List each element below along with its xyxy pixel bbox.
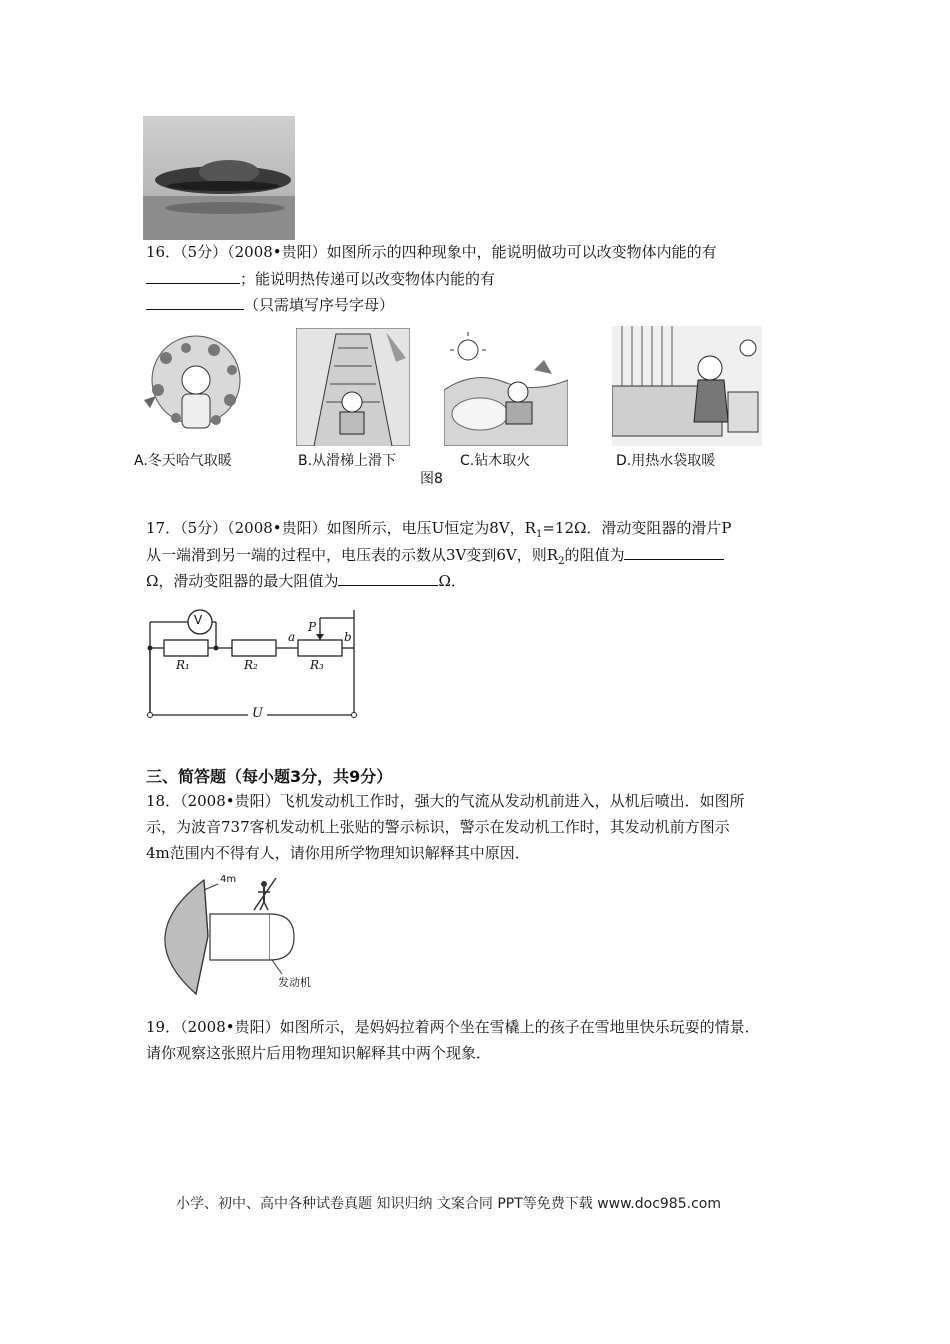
q17-line1-a: 17．（5分）（2008•贵阳）如图所示，电压U恒定为8V，R [146, 519, 536, 537]
picture-c-drill-fire [444, 330, 568, 446]
q17-line3-b: Ω． [438, 572, 466, 590]
q17-line3-a: Ω，滑动变阻器的最大阻值为 [146, 572, 339, 590]
q17-line1-sub: 1 [535, 529, 543, 540]
voltmeter-label: V [194, 613, 203, 627]
q16-figure [128, 326, 788, 486]
q17-line2-b: 的阻值为 [564, 546, 625, 564]
terminal-b-label: b [344, 630, 352, 644]
r2-label: R₂ [244, 658, 258, 672]
aircraft-photo [143, 116, 295, 240]
q16-blank-work[interactable] [146, 267, 240, 284]
picture-a-breath-warming [136, 330, 258, 446]
q17-line1-b: =12Ω．滑动变阻器的滑片P [542, 519, 732, 537]
caption-b: B.从滑梯上滑下 [298, 453, 397, 469]
slider-p-label: P [308, 620, 317, 634]
section-3-title: 三、简答题（每小题3分，共9分） [146, 767, 393, 786]
footer-text: 小学、初中、高中各种试卷真题 知识归纳 文案合同 PPT等免费下载 www.doc985.com [176, 1196, 721, 1212]
terminal-a-label: a [288, 630, 296, 644]
q16-line3 [146, 293, 394, 316]
q17-line1 [146, 517, 732, 546]
picture-b-slide [296, 328, 410, 446]
r1-label: R₁ [176, 658, 190, 672]
caption-d: D.用热水袋取暖 [616, 453, 716, 469]
label-4m: 4m [220, 874, 237, 885]
caption-c: C.钻木取火 [460, 453, 531, 469]
q16-line2 [146, 267, 495, 290]
q17-line2-a: 从一端滑到另一端的过程中，电压表的示数从3V变到6V，则R [146, 546, 559, 564]
voltage-u-label: U [248, 706, 267, 721]
q17-blank-rmax[interactable] [338, 569, 438, 586]
q17-circuit-panel [140, 600, 370, 730]
q17-line3 [146, 569, 466, 592]
q18-engine-figure [144, 874, 324, 1000]
q16-line3-text: （只需填写序号字母） [244, 296, 395, 314]
q16-line1: 16．（5分）（2008•贵阳）如图所示的四种现象中，能说明做功可以改变物体内能的有 [146, 243, 717, 261]
r3-label: R₃ [310, 658, 324, 672]
caption-a: A.冬天哈气取暖 [134, 453, 232, 469]
q18-line1: 18．（2008•贵阳）飞机发动机工作时，强大的气流从发动机前进入，从机后喷出．如图所 [146, 792, 745, 810]
q16-blank-heat[interactable] [146, 293, 244, 310]
q16-line2-text: ；能说明热传递可以改变物体内能的有 [240, 270, 496, 288]
q19-line2: 请你观察这张照片后用物理知识解释其中两个现象． [146, 1044, 492, 1062]
q19-line1: 19．（2008•贵阳）如图所示，是妈妈拉着两个坐在雪橇上的孩子在雪地里快乐玩耍的情景． [146, 1018, 760, 1036]
q18-line2: 示，为波音737客机发动机上张贴的警示标识，警示在发动机工作时，其发动机前方图示 [146, 818, 730, 836]
picture-d-hot-water-bag [612, 326, 762, 446]
label-engine: 发动机 [278, 976, 311, 989]
q17-line2-sub: 2 [558, 556, 565, 567]
q18-line3: 4m范围内不得有人，请你用所学物理知识解释其中原因． [146, 844, 530, 862]
q17-blank-r2[interactable] [624, 543, 724, 560]
figure-label: 图8 [420, 471, 443, 487]
